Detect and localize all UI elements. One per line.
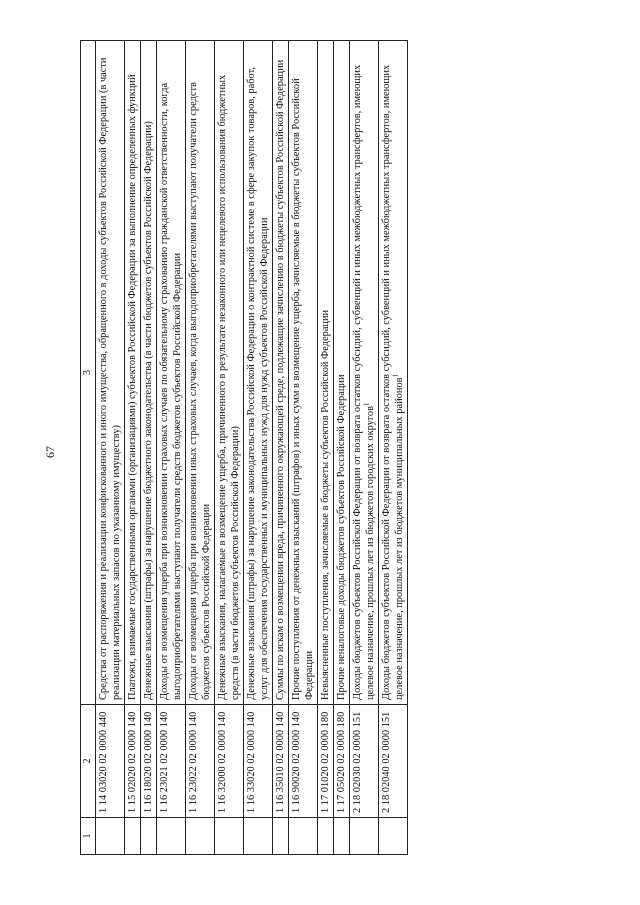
header-col-2: 2 <box>81 705 96 818</box>
revenue-description-cell <box>244 41 273 705</box>
revenue-description-cell <box>289 41 318 705</box>
table-row <box>273 41 289 855</box>
revenue-code-cell: 1 17 05020 02 0000 180 <box>334 705 350 818</box>
row-col-1-cell <box>96 818 125 855</box>
revenue-code-cell: 2 18 02030 02 0000 151 <box>350 705 379 818</box>
revenue-description-cell <box>273 41 289 705</box>
header-col-3: 3 <box>81 41 96 705</box>
description-text: Доходы от возмещения ущерба при возникновении страховых случаев по обязательному страхованию гражданской ответственности, когда выгодоприобретателями выступают получатели средств бюджетов субъектов Российской Федерации <box>159 82 183 700</box>
row-col-1-cell <box>273 818 289 855</box>
description-text: Суммы по искам о возмещении вреда, причиненного окружающей среде, подлежащие зачислению в бюджеты субъектов Российской Федерации <box>275 59 286 700</box>
revenue-code-cell: 1 14 03020 02 0000 440 <box>96 705 125 818</box>
table-row <box>379 41 408 855</box>
revenue-code-cell: 1 17 01020 02 0000 180 <box>318 705 334 818</box>
revenue-description-cell <box>157 41 186 705</box>
revenue-description-cell <box>334 41 350 705</box>
row-col-1-cell <box>350 818 379 855</box>
description-text: Средства от распоряжения и реализации конфискованного и иного имущества, обращенного в доходы субъектов Российской Федерации (в части реализации материальных запасов по указанному имуществу) <box>98 57 122 700</box>
revenue-code-cell: 1 16 18020 02 0000 140 <box>141 705 157 818</box>
revenue-description-cell <box>186 41 215 705</box>
revenue-description-cell <box>215 41 244 705</box>
description-text: Доходы бюджетов субъектов Российской Федерации от возврата остатков субсидий, субвенций и иных межбюджетных трансфертов, имеющих целевое назначение, прошлых лет из бюджетов городских округов <box>352 64 376 700</box>
revenue-description-cell <box>96 41 125 705</box>
revenue-codes-table <box>80 40 408 855</box>
table-row <box>244 41 273 855</box>
row-col-1-cell <box>318 818 334 855</box>
row-col-1-cell <box>157 818 186 855</box>
description-text: Невыясненные поступления, зачисляемые в бюджеты субъектов Российской Федерации <box>320 309 331 700</box>
description-text: Денежные взыскания, налагаемые в возмещение ущерба, причиненного в результате незаконного или нецелевого использования бюджетных средств (в части бюджетов субъектов Российской Федерации) <box>217 74 241 700</box>
revenue-description-cell <box>318 41 334 705</box>
row-col-1-cell <box>289 818 318 855</box>
revenue-code-cell: 1 16 90020 02 0000 140 <box>289 705 318 818</box>
revenue-code-cell: 1 15 02020 02 0000 140 <box>125 705 141 818</box>
description-text: Денежные взыскания (штрафы) за нарушение бюджетного законодательства (в части бюджетов субъектов Российской Федерации) <box>143 121 154 700</box>
table-row <box>96 41 125 855</box>
description-text: Денежные взыскания (штрафы) за нарушение законодательства Российской Федерации о контрактной системе в сфере закупок товаров, работ, услуг для обеспечения государственных и муниципальных нужд для нужд субъектов Российской Федерации <box>246 67 270 700</box>
row-col-1-cell <box>215 818 244 855</box>
revenue-description-cell <box>125 41 141 705</box>
description-text: Доходы бюджетов субъектов Российской Федерации от возврата остатков субсидий, субвенций и иных межбюджетных трансфертов, имеющих целевое назначение, прошлых лет из бюджетов муниципальных районов <box>381 64 405 700</box>
header-col-1: 1 <box>81 818 96 855</box>
description-text: Доходы от возмещения ущерба при возникновении иных страховых случаев, когда выгодоприобретателями выступают получатели средств бюджетов субъектов Российской Федерации <box>188 82 212 700</box>
revenue-description-cell <box>379 41 408 705</box>
row-col-1-cell <box>244 818 273 855</box>
table-row <box>318 41 334 855</box>
row-col-1-cell <box>125 818 141 855</box>
row-col-1-cell <box>379 818 408 855</box>
table-row <box>215 41 244 855</box>
revenue-code-cell: 1 16 32000 02 0000 140 <box>215 705 244 818</box>
table-row <box>157 41 186 855</box>
description-text: Прочие неналоговые доходы бюджетов субъектов Российской Федерации <box>336 374 347 700</box>
footnote-marker: 1 <box>391 373 400 378</box>
row-col-1-cell <box>141 818 157 855</box>
rotated-table-container <box>80 40 550 855</box>
table-row <box>334 41 350 855</box>
table-header-row <box>81 41 96 855</box>
revenue-code-cell: 2 18 02040 02 0000 151 <box>379 705 408 818</box>
description-text: Прочие поступления от денежных взысканий (штрафов) и иных сумм в возмещение ущерба, зачисляемые в бюджеты субъектов Российской Федерации <box>291 78 315 700</box>
row-col-1-cell <box>334 818 350 855</box>
revenue-description-cell <box>350 41 379 705</box>
revenue-code-cell: 1 16 33020 02 0000 140 <box>244 705 273 818</box>
table-row <box>186 41 215 855</box>
table-row <box>125 41 141 855</box>
footnote-marker: 1 <box>362 402 371 406</box>
row-col-1-cell <box>186 818 215 855</box>
revenue-code-cell: 1 16 35010 02 0000 140 <box>273 705 289 818</box>
description-text: Платежи, взимаемые государственными органами (организациями) субъектов Российской Федерации за выполнение определенных функций <box>127 74 138 700</box>
page-number: 67 <box>43 446 57 458</box>
table-row <box>350 41 379 855</box>
revenue-code-cell: 1 16 23021 02 0000 140 <box>157 705 186 818</box>
revenue-description-cell <box>141 41 157 705</box>
table-row <box>289 41 318 855</box>
revenue-code-cell: 1 16 23022 02 0000 140 <box>186 705 215 818</box>
table-row <box>141 41 157 855</box>
